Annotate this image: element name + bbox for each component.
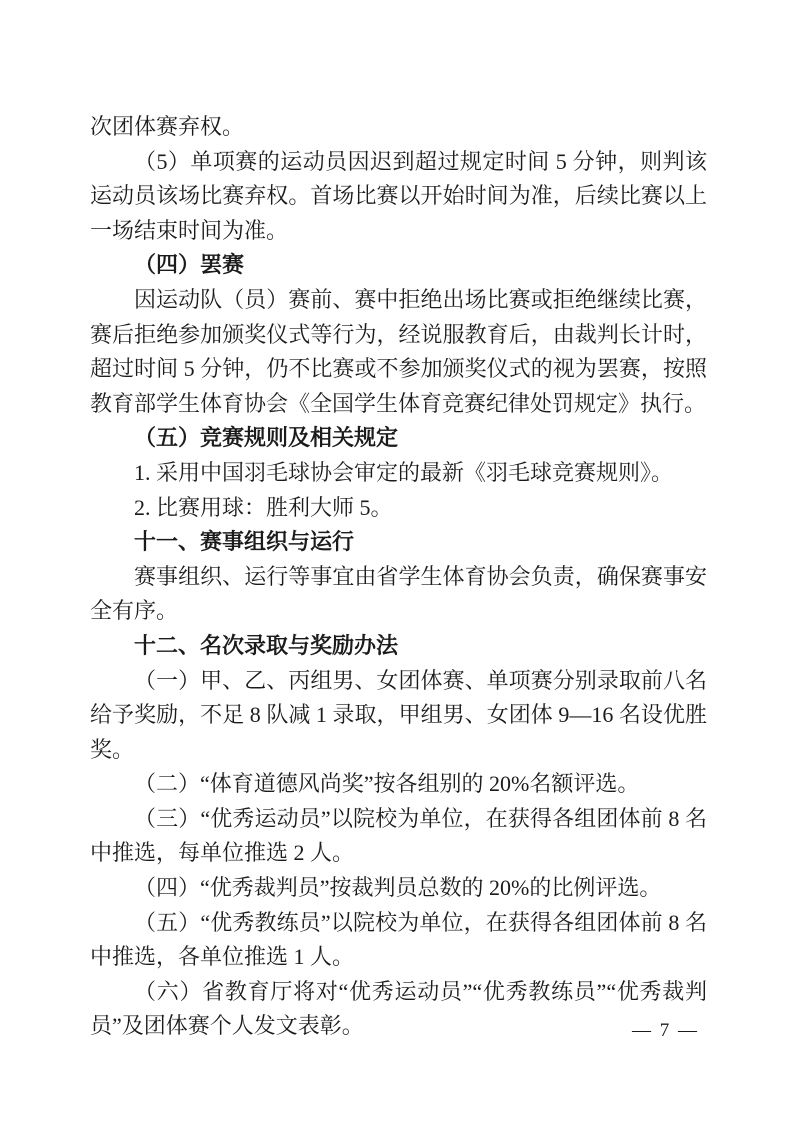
list-item-1: 1. 采用中国羽毛球协会审定的最新《羽毛球竞赛规则》。 — [134, 459, 674, 485]
section-subheading-4: （四）罢赛 — [134, 252, 245, 278]
paragraph: 因运动队（员）赛前、赛中拒绝出场比赛或拒绝继续比赛，赛后拒绝参加颁奖仪式等行为，经说服教育后，由裁判长计时，超过时间 5 分钟，仍不比赛或不参加颁奖仪式的视为罢赛，按照教育部学生体育协会《全国学生体育竞赛纪律处罚规定》执行。 — [90, 286, 707, 416]
paragraph: （五）“优秀教练员”以院校为单位，在获得各组团体前 8 名中推选，各单位推选 1 人。 — [90, 909, 707, 970]
section-heading-12: 十二、名次录取与奖励办法 — [134, 632, 399, 658]
paragraph-continuation: 次团体赛弃权。 — [90, 114, 245, 139]
section-subheading-5: （五）竞赛规则及相关规定 — [134, 425, 399, 451]
paragraph: （六）省教育厅将对“优秀运动员”“优秀教练员”“优秀裁判员”及团体赛个人发文表彰。 — [90, 978, 707, 1039]
paragraph: （二）“体育道德风尚奖”按各组别的 20%名额评选。 — [134, 771, 640, 797]
paragraph: （四）“优秀裁判员”按裁判员总数的 20%的比例评选。 — [134, 875, 662, 901]
paragraph: （三）“优秀运动员”以院校为单位，在获得各组团体前 8 名中推选，每单位推选 2 人。 — [90, 805, 707, 866]
document-body — [90, 110, 707, 1044]
list-item-2: 2. 比赛用球：胜利大师 5。 — [134, 494, 393, 520]
paragraph: （5）单项赛的运动员因迟到超过规定时间 5 分钟，则判该运动员该场比赛弃权。首场比赛以开始时间为准，后续比赛以上一场结束时间为准。 — [90, 148, 707, 243]
paragraph: 赛事组织、运行等事宜由省学生体育协会负责，确保赛事安全有序。 — [90, 563, 707, 624]
paragraph: （一）甲、乙、丙组男、女团体赛、单项赛分别录取前八名给予奖励，不足 8 队减 1 录取，甲组男、女团体 9—16 名设优胜奖。 — [90, 667, 707, 762]
section-heading-11: 十一、赛事组织与运行 — [134, 529, 355, 555]
page-number: — 7 — — [632, 1020, 699, 1041]
